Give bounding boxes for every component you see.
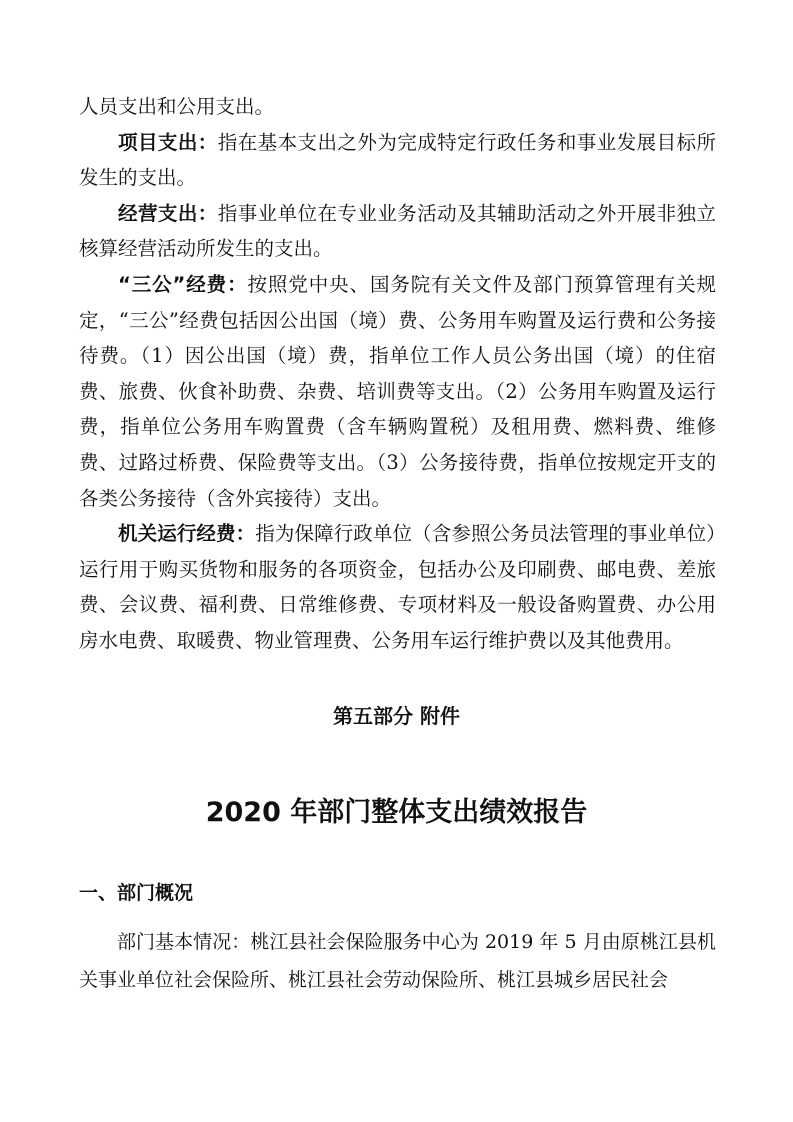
paragraph-text: 指在基本支出之外为完成特定行政任务和事业发展目标所发生的支出。: [79, 130, 716, 190]
paragraph-personnel-public: [79, 89, 716, 125]
term-agency-operating: 机关运行经费：: [118, 522, 256, 546]
paragraph-three-public: [79, 267, 716, 516]
section-title: 第五部分 附件: [333, 704, 460, 728]
paragraph-text: 指事业单位在专业业务活动及其辅助活动之外开展非独立核算经营活动所发生的支出。: [79, 201, 716, 261]
paragraph-agency-operating: [79, 516, 716, 658]
heading-department-overview: 一、部门概况: [79, 882, 194, 904]
paragraph-text: 按照党中央、国务院有关文件及部门预算管理有关规定，“三公”经费包括因公出国（境）费、公务用车购置及运行费和公务接待费。（1）因公出国（境）费，指单位工作人员公务出国（境）的住宿费、旅费、伙食补助费、杂费、培训费等支出。（2）公务用车购置及运行费，指单位公务用车购置费（含车辆购置税）及租用费、燃料费、维修费、过路过桥费、保险费等支出。（3）公务接待费，指单位按规定开支的各类公务接待（含外宾接待）支出。: [79, 272, 716, 510]
definitions-block: [79, 89, 716, 659]
department-intro-paragraph: [79, 923, 716, 999]
term-three-public: “三公”经费：: [118, 272, 248, 296]
paragraph-text: 指为保障行政单位（含参照公务员法管理的事业单位）运行用于购买货物和服务的各项资金，包括办公及印刷费、邮电费、差旅费、会议费、福利费、日常维修费、专项材料及一般设备购置费、办公用房水电费、取暖费、物业管理费、公务用车运行维护费以及其他费用。: [79, 522, 716, 652]
paragraph-operating-expenditure: [79, 196, 716, 267]
report-title: 2020 年部门整体支出绩效报告: [205, 797, 588, 828]
paragraph-project-expenditure: [79, 125, 716, 196]
paragraph-text: 人员支出和公用支出。: [79, 95, 275, 118]
paragraph-text: 部门基本情况：桃江县社会保险服务中心为 2019 年 5 月由原桃江县机关事业单位社会保险所、桃江县社会劳动保险所、桃江县城乡居民社会: [79, 931, 716, 991]
term-project-expenditure: 项目支出：: [118, 130, 218, 154]
term-operating-expenditure: 经营支出：: [118, 201, 218, 225]
